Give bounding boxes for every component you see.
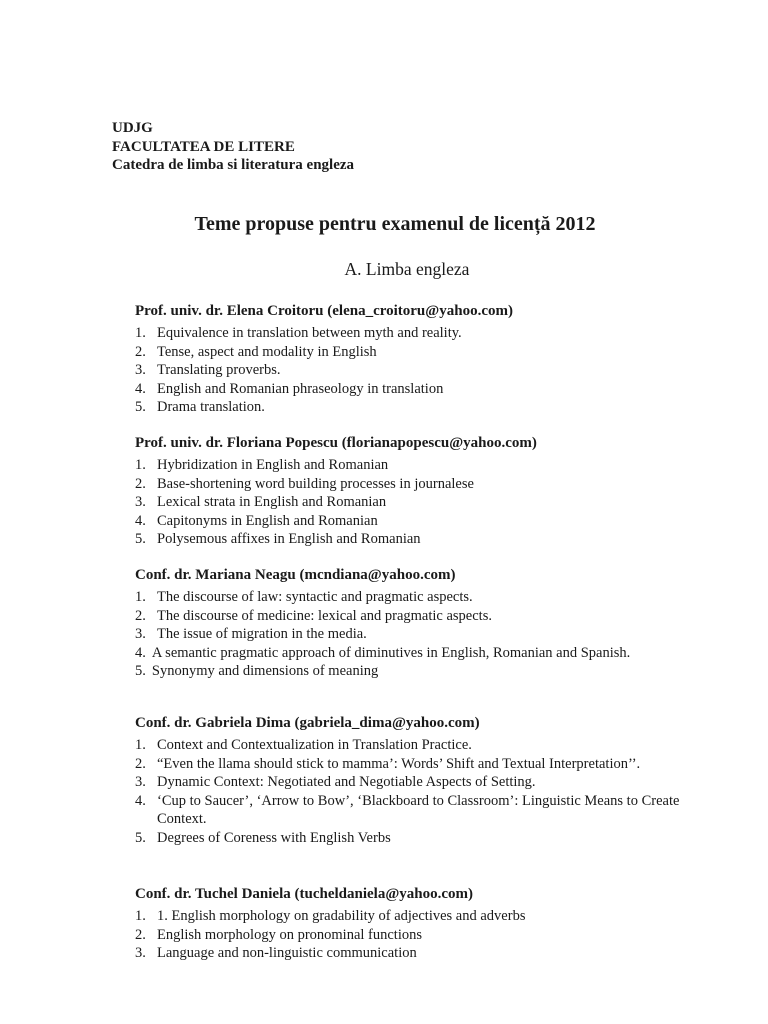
list-item [135, 736, 680, 755]
professor-name: Prof. univ. dr. Floriana Popescu (florianapopescu@yahoo.com) [135, 435, 537, 451]
item-text: Language and non-linguistic communication [157, 945, 417, 962]
item-text: Hybridization in English and Romanian [157, 457, 389, 473]
professor-name: Conf. dr. Tuchel Daniela (tucheldaniela@yahoo.com) [135, 886, 474, 902]
list-item [135, 588, 680, 607]
list-item [135, 944, 680, 963]
item-number: 3. [135, 362, 146, 379]
item-number: 4. [135, 792, 146, 809]
item-text: Dynamic Context: Negotiated and Negotiable Aspects of Setting. [157, 774, 536, 791]
topic-list [135, 907, 680, 963]
list-item [135, 512, 680, 531]
item-text: Synonymy and dimensions of meaning [151, 663, 379, 680]
item-text: Equivalence in translation between myth and reality. [157, 325, 462, 341]
item-number: 2. [135, 343, 146, 360]
item-text: Polysemous affixes in English and Romanian [157, 531, 421, 548]
list-item [135, 530, 680, 549]
item-number: 3. [135, 494, 146, 511]
list-item [135, 398, 680, 417]
list-item [135, 907, 680, 926]
item-number: 2. [135, 607, 146, 624]
list-item [135, 625, 680, 644]
topic-list [135, 456, 680, 549]
professor-section [135, 302, 680, 417]
item-text: Tense, aspect and modality in English [157, 343, 377, 360]
list-item [135, 475, 680, 494]
list-item [135, 456, 680, 475]
list-item [135, 607, 680, 626]
professor-section [135, 566, 680, 681]
item-number: 5. [135, 399, 146, 416]
item-text: The discourse of medicine: lexical and pragmatic aspects. [157, 607, 492, 624]
item-text: A semantic pragmatic approach of diminutives in English, Romanian and Spanish. [151, 644, 631, 661]
item-number: 3. [135, 626, 146, 643]
section-heading: A. Limba engleza [344, 259, 470, 279]
professor-section [135, 885, 680, 963]
item-number: 4. [135, 512, 146, 529]
item-number: 1. [135, 325, 146, 341]
item-number: 3. [135, 945, 146, 962]
item-text: The issue of migration in the media. [157, 626, 367, 643]
topic-list [135, 588, 680, 681]
item-number: 4. [135, 380, 146, 397]
list-item [135, 829, 680, 848]
list-item [135, 493, 680, 512]
item-text: Capitonyms in English and Romanian [157, 512, 378, 529]
item-text: Degrees of Coreness with English Verbs [157, 829, 391, 846]
item-text: English morphology on pronominal functions [157, 926, 423, 943]
list-item [135, 662, 680, 681]
topic-list [135, 324, 680, 417]
item-number: 5. [135, 531, 146, 548]
list-item [135, 792, 680, 829]
item-number: 1. [135, 737, 146, 753]
item-number: 2. [135, 755, 146, 772]
list-item [135, 324, 680, 343]
professor-name: Conf. dr. Gabriela Dima (gabriela_dima@yahoo.com) [135, 715, 480, 731]
professor-name: Conf. dr. Mariana Neagu (mcndiana@yahoo.com) [135, 567, 456, 583]
item-text: Drama translation. [157, 399, 265, 416]
item-text: “Even the llama should stick to mamma’: Words’ Shift and Textual Interpretation’’. [157, 755, 641, 772]
item-text: The discourse of law: syntactic and pragmatic aspects. [157, 589, 473, 605]
university-name: UDJG [112, 120, 153, 136]
item-number: 4. [135, 644, 146, 661]
professor-section [135, 714, 680, 848]
item-number: 2. [135, 475, 146, 492]
item-number: 5. [135, 829, 146, 846]
item-text: Lexical strata in English and Romanian [157, 494, 387, 511]
item-text: Base-shortening word building processes in journalese [157, 475, 474, 492]
item-number: 5. [135, 663, 146, 680]
list-item [135, 755, 680, 774]
department-name: Catedra de limba si literatura engleza [112, 157, 355, 173]
institution-header [112, 119, 354, 175]
list-item [135, 926, 680, 945]
item-number: 1. [135, 908, 146, 924]
list-item [135, 343, 680, 362]
item-text: Translating proverbs. [157, 362, 281, 379]
item-text: 1. English morphology on gradability of adjectives and adverbs [157, 908, 526, 924]
item-number: 1. [135, 457, 146, 473]
faculty-name: FACULTATEA DE LITERE [112, 138, 295, 155]
list-item [135, 644, 680, 663]
item-text: English and Romanian phraseology in translation [157, 380, 444, 397]
professor-section [135, 434, 680, 549]
list-item [135, 380, 680, 399]
document-title: Teme propuse pentru examenul de licență 2012 [194, 213, 596, 235]
item-number: 3. [135, 774, 146, 791]
professor-name: Prof. univ. dr. Elena Croitoru (elena_croitoru@yahoo.com) [135, 303, 513, 319]
item-number: 1. [135, 589, 146, 605]
item-text: Context and Contextualization in Translation Practice. [157, 737, 472, 753]
topic-list [135, 736, 680, 848]
list-item [135, 773, 680, 792]
item-text: ‘Cup to Saucer’, ‘Arrow to Bow’, ‘Blackboard to Classroom’: Linguistic Means to Create Context. [157, 792, 680, 828]
item-number: 2. [135, 926, 146, 943]
list-item [135, 361, 680, 380]
